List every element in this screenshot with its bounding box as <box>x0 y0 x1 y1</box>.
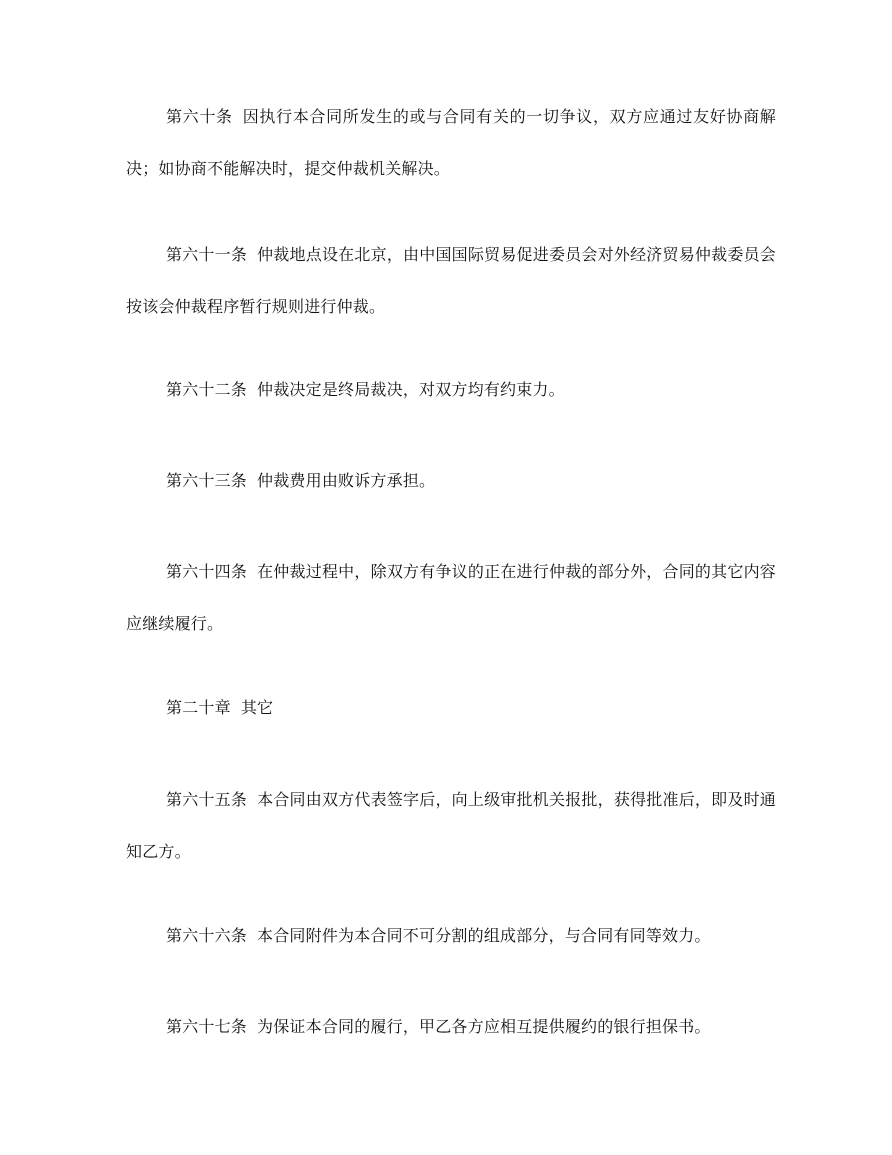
article-number: 第六十六条 <box>166 926 248 945</box>
article-number: 第六十条 <box>166 107 233 126</box>
article-number: 第六十二条 <box>166 380 248 399</box>
article-60 <box>126 91 776 195</box>
article-66 <box>126 910 776 962</box>
chapter-number: 第二十章 <box>166 698 231 717</box>
article-number: 第六十七条 <box>166 1017 248 1036</box>
article-text: 仲裁费用由败诉方承担。 <box>257 471 436 490</box>
article-61 <box>126 229 776 333</box>
article-64 <box>126 546 776 650</box>
article-62 <box>126 364 776 416</box>
article-text: 为保证本合同的履行，甲乙各方应相互提供履约的银行担保书。 <box>257 1017 711 1036</box>
article-number: 第六十三条 <box>166 471 248 490</box>
article-63 <box>126 455 776 507</box>
article-text: 本合同附件为本合同不可分割的组成部分，与合同有同等效力。 <box>257 926 711 945</box>
article-text: 因执行本合同所发生的或与合同有关的一切争议，双方应通过友好协商解决；如协商不能解决时，提交仲裁机关解决。 <box>126 107 776 178</box>
article-number: 第六十一条 <box>166 245 248 264</box>
article-text: 本合同由双方代表签字后，向上级审批机关报批，获得批准后，即及时通知乙方。 <box>126 790 776 861</box>
article-text: 在仲裁过程中，除双方有争议的正在进行仲裁的部分外，合同的其它内容应继续履行。 <box>126 562 776 633</box>
article-number: 第六十四条 <box>166 562 248 581</box>
article-text: 仲裁地点设在北京，由中国国际贸易促进委员会对外经济贸易仲裁委员会按该会仲裁程序暂行规则进行仲裁。 <box>126 245 776 316</box>
chapter-heading <box>126 682 776 734</box>
article-65 <box>126 774 776 878</box>
article-number: 第六十五条 <box>166 790 248 809</box>
article-text: 仲裁决定是终局裁决，对双方均有约束力。 <box>257 380 565 399</box>
article-67 <box>126 1001 776 1053</box>
chapter-title: 其它 <box>240 698 274 717</box>
